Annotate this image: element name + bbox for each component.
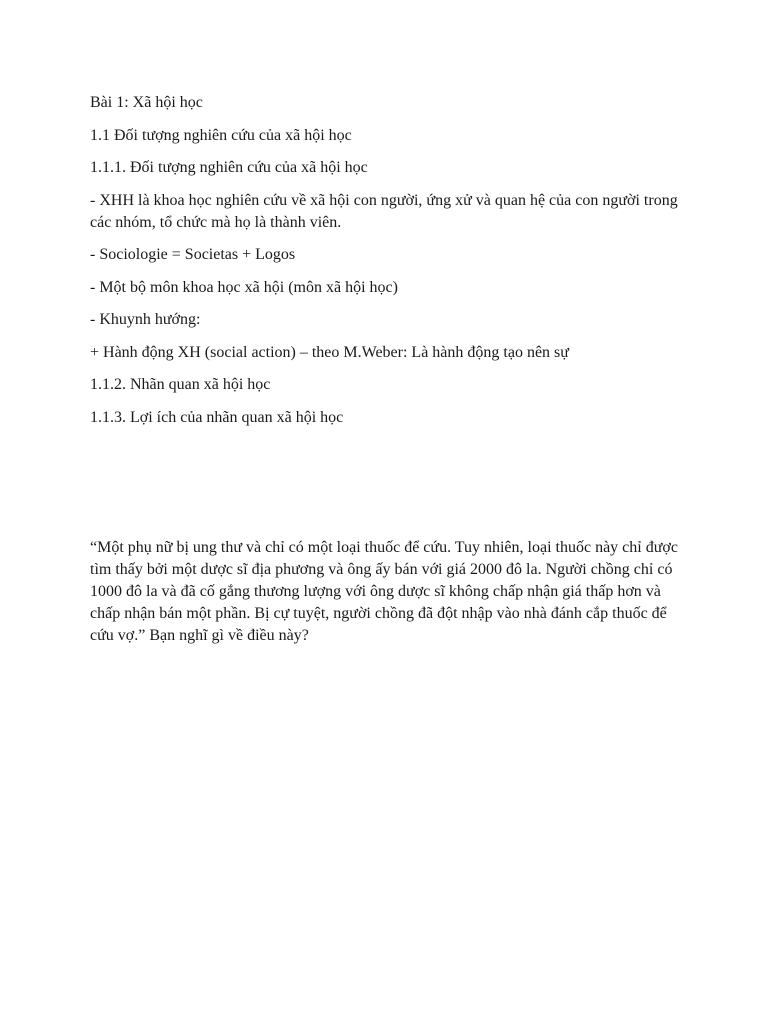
- blank-space: [90, 439, 690, 537]
- subsection-heading: 1.1.1. Đối tượng nghiên cứu của xã hội học: [90, 159, 368, 176]
- dilemma-quote: “Một phụ nữ bị ung thư và chỉ có một loại thuốc để cứu. Tuy nhiên, loại thuốc này chỉ được tìm thấy bởi một dược sĩ địa phương và ông ấy bán với giá 2000 đô la. Người chồng chỉ có 1000 đô la và đã cố gắng thương lượng với ông dược sĩ không chấp nhận giá thấp hơn và chấp nhận bán một phần. Bị cự tuyệt, người chồng đã đột nhập vào nhà đánh cắp thuốc để cứu vợ.” Bạn nghĩ gì về điều này?: [90, 539, 678, 644]
- subsection-heading-3: 1.1.3. Lợi ích của nhãn quan xã hội học: [90, 408, 344, 426]
- document-body: [90, 92, 690, 647]
- lesson-title: Bài 1: Xã hội học: [90, 94, 203, 111]
- social-action-item: + Hành động XH (social action) – theo M.Weber: Là hành động tạo nên sự: [90, 343, 569, 361]
- discipline-item: - Một bộ môn khoa học xã hội (môn xã hội học): [90, 278, 398, 296]
- etymology-item: - Sociologie = Societas + Logos: [90, 246, 296, 263]
- definition-item: - XHH là khoa học nghiên cứu về xã hội con người, ứng xử và quan hệ của con người trong các nhóm, tổ chức mà họ là thành viên.: [90, 191, 678, 231]
- subsection-heading-2: 1.1.2. Nhãn quan xã hội học: [90, 376, 271, 393]
- tendency-item: - Khuynh hướng:: [90, 311, 201, 328]
- section-heading: 1.1 Đối tượng nghiên cứu của xã hội học: [90, 126, 352, 144]
